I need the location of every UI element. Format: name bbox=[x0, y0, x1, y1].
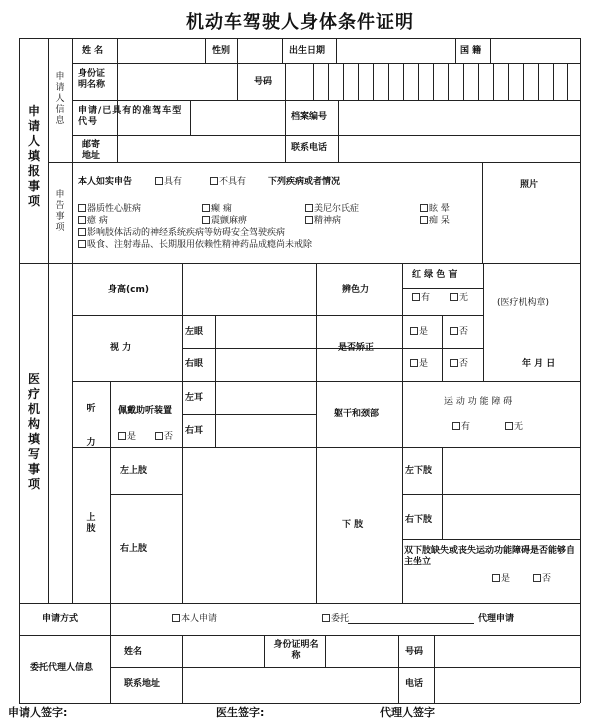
label-license-type: 申请/已具有的准驾车型代号 bbox=[78, 106, 183, 127]
checkbox-icon bbox=[78, 204, 86, 212]
checkbox-icon bbox=[155, 177, 163, 185]
checkbox-icon bbox=[202, 216, 210, 224]
label-right-upper: 右上肢 bbox=[120, 544, 148, 554]
label-trunk-neck: 躯干和颈部 bbox=[334, 409, 380, 419]
checkbox-icon bbox=[210, 177, 218, 185]
label-agent-info: 委托代理人信息 bbox=[30, 663, 94, 673]
checkbox-icon bbox=[420, 204, 428, 212]
item-vertigo[interactable]: 眩 晕 bbox=[420, 204, 450, 215]
label-id-doc-name: 身份证明名称 bbox=[78, 69, 106, 90]
label-corrected: 是否矫正 bbox=[338, 343, 375, 353]
hospital-seal: (医疗机构章) bbox=[497, 298, 550, 308]
photo-label: 照片 bbox=[520, 180, 539, 190]
sitting-yes[interactable]: 是 bbox=[492, 574, 510, 585]
left-corrected-no[interactable]: 否 bbox=[450, 327, 468, 338]
red-green-have[interactable]: 有 bbox=[412, 293, 430, 304]
checkbox-icon bbox=[450, 359, 458, 367]
entrust-underline bbox=[348, 623, 474, 624]
checkbox-icon bbox=[78, 240, 86, 248]
sitting-no[interactable]: 否 bbox=[533, 574, 551, 585]
checkbox-icon bbox=[322, 614, 330, 622]
label-agent-id-name: 身份证明名称 bbox=[273, 640, 319, 661]
form-title: 机动车驾驶人身体条件证明 bbox=[186, 12, 414, 33]
label-id-number: 号码 bbox=[254, 77, 273, 87]
item-drug-addiction[interactable]: 吸食、注射毒品、长期服用依赖性精神药品成瘾尚未戒除 bbox=[78, 240, 312, 251]
date-line: 年 月 日 bbox=[522, 359, 556, 369]
label-right-lower: 右下肢 bbox=[405, 515, 433, 525]
label-agent-number: 号码 bbox=[405, 647, 424, 657]
red-green-none[interactable]: 无 bbox=[450, 293, 468, 304]
signature-doctor: 医生签字: bbox=[216, 706, 265, 719]
label-left-eye: 左眼 bbox=[185, 327, 204, 337]
item-heart-disease[interactable]: 器质性心脏病 bbox=[78, 204, 141, 215]
label-left-ear: 左耳 bbox=[185, 393, 204, 403]
has-not-option[interactable]: 不具有 bbox=[210, 177, 246, 188]
signature-agent: 代理人签字 bbox=[380, 706, 435, 719]
checkbox-icon bbox=[202, 204, 210, 212]
section-declaration: 申告事项 bbox=[55, 190, 65, 233]
right-corrected-yes[interactable]: 是 bbox=[410, 359, 428, 370]
checkbox-icon bbox=[78, 216, 86, 224]
label-name: 姓 名 bbox=[82, 46, 104, 56]
label-contact-phone: 联系电话 bbox=[291, 143, 328, 153]
method-entrust[interactable]: 委托 bbox=[322, 614, 349, 625]
label-motor-disorder: 运 动 功 能 障 碍 bbox=[444, 397, 513, 407]
label-agent-name: 姓名 bbox=[124, 647, 143, 657]
item-dementia[interactable]: 痴 呆 bbox=[420, 216, 450, 227]
method-self[interactable]: 本人申请 bbox=[172, 614, 217, 625]
label-right-ear: 右耳 bbox=[185, 426, 204, 436]
section-medical: 医疗机构填写事项 bbox=[27, 372, 40, 491]
label-left-lower: 左下肢 bbox=[405, 466, 433, 476]
label-agent-address: 联系地址 bbox=[124, 679, 161, 689]
item-parkinson[interactable]: 震颤麻痹 bbox=[202, 216, 247, 227]
checkbox-icon bbox=[452, 422, 460, 430]
hearing-aid-no[interactable]: 否 bbox=[155, 432, 173, 443]
checkbox-icon bbox=[450, 293, 458, 301]
label-red-green: 红 绿 色 盲 bbox=[412, 270, 458, 280]
label-gender: 性别 bbox=[212, 46, 231, 56]
checkbox-icon bbox=[412, 293, 420, 301]
item-meniere[interactable]: 美尼尔氏症 bbox=[305, 204, 359, 215]
item-neuro-disease[interactable]: 影响肢体活动的神经系统疾病等妨碍安全驾驶疾病 bbox=[78, 228, 285, 239]
item-epilepsy[interactable]: 癫 痫 bbox=[202, 204, 232, 215]
label-sitting-question: 双下肢缺失或丧失运动功能障碍是否能够自主坐立 bbox=[404, 546, 576, 567]
label-hearing-aid: 佩戴助听装置 bbox=[118, 406, 173, 416]
motor-disorder-none[interactable]: 无 bbox=[505, 422, 523, 433]
item-psychosis[interactable]: 精神病 bbox=[305, 216, 341, 227]
checkbox-icon bbox=[305, 204, 313, 212]
label-birth-date: 出生日期 bbox=[289, 46, 326, 56]
checkbox-icon bbox=[410, 359, 418, 367]
has-option[interactable]: 具有 bbox=[155, 177, 182, 188]
label-lower-limb: 下 肢 bbox=[342, 520, 364, 530]
label-vision: 视 力 bbox=[110, 343, 132, 353]
section-applicant-info: 申请人信息 bbox=[55, 72, 65, 126]
checkbox-icon bbox=[420, 216, 428, 224]
label-application-method: 申请方式 bbox=[42, 614, 79, 624]
label-file-no: 档案编号 bbox=[291, 112, 328, 122]
declaration-intro: 本人如实申告 bbox=[78, 177, 133, 187]
checkbox-icon bbox=[410, 327, 418, 335]
label-color-vision: 辨色力 bbox=[342, 285, 370, 295]
label-upper-limb: 上肢 bbox=[86, 513, 96, 534]
signature-applicant: 申请人签字: bbox=[8, 706, 68, 719]
checkbox-icon bbox=[78, 228, 86, 236]
checkbox-icon bbox=[450, 327, 458, 335]
checkbox-icon bbox=[492, 574, 500, 582]
motor-disorder-have[interactable]: 有 bbox=[452, 422, 470, 433]
label-postal-address: 邮寄地址 bbox=[82, 140, 101, 161]
label-agent-phone: 电话 bbox=[405, 679, 424, 689]
label-height: 身高(cm) bbox=[108, 285, 149, 295]
checkbox-icon bbox=[305, 216, 313, 224]
checkbox-icon bbox=[533, 574, 541, 582]
checkbox-icon bbox=[118, 432, 126, 440]
hearing-aid-yes[interactable]: 是 bbox=[118, 432, 136, 443]
right-corrected-no[interactable]: 否 bbox=[450, 359, 468, 370]
label-hearing: 听力 bbox=[86, 404, 96, 448]
checkbox-icon bbox=[505, 422, 513, 430]
checkbox-icon bbox=[172, 614, 180, 622]
label-left-upper: 左上肢 bbox=[120, 466, 148, 476]
section-applicant: 申请人填报事项 bbox=[27, 104, 40, 208]
label-right-eye: 右眼 bbox=[185, 359, 204, 369]
left-corrected-yes[interactable]: 是 bbox=[410, 327, 428, 338]
checkbox-icon bbox=[155, 432, 163, 440]
declaration-following: 下列疾病或者情况 bbox=[268, 177, 341, 187]
item-hysteria[interactable]: 癔 病 bbox=[78, 216, 108, 227]
label-agent-application: 代理申请 bbox=[478, 614, 515, 624]
label-nationality: 国 籍 bbox=[460, 46, 482, 56]
